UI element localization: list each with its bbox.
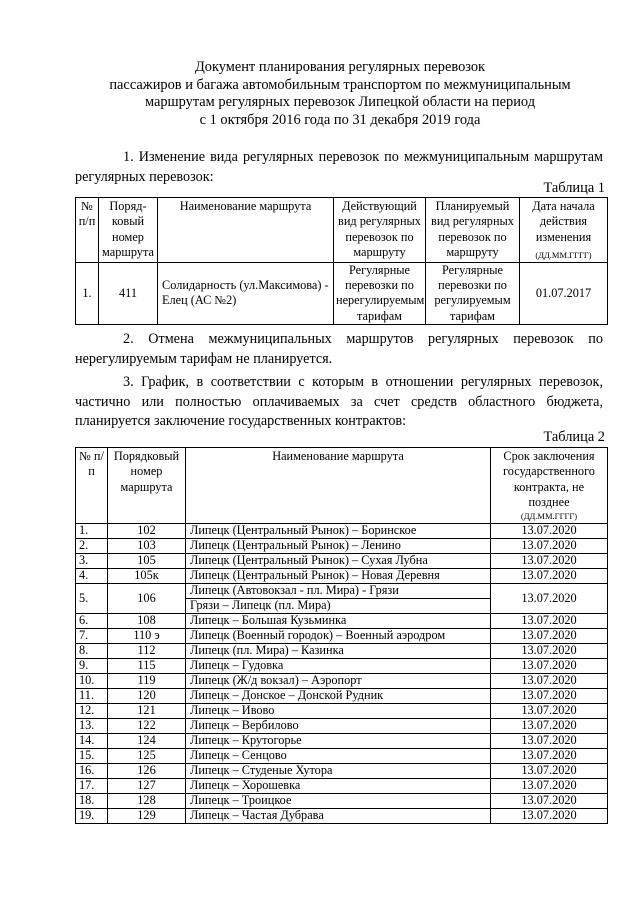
t2-cell-date: 13.07.2020 [491,734,608,749]
t2-cell-num: 2. [76,539,108,554]
t2-cell-order: 122 [108,719,186,734]
table-1-header-row [76,198,608,263]
t2-header-name: Наименование маршрута [186,448,491,524]
t2-cell-name: Грязи – Липецк (пл. Мира) [186,599,491,614]
t2-cell-order: 115 [108,659,186,674]
t2-cell-order: 125 [108,749,186,764]
table-row [76,749,608,764]
t2-cell-order: 103 [108,539,186,554]
t2-cell-name: Липецк – Гудовка [186,659,491,674]
t2-cell-name: Липецк – Донское – Донской Рудник [186,689,491,704]
t2-cell-date: 13.07.2020 [491,614,608,629]
t2-cell-num: 15. [76,749,108,764]
t2-cell-name: Липецк – Сенцово [186,749,491,764]
table-row [76,644,608,659]
t2-header-deadline [491,448,608,524]
t2-cell-num: 3. [76,554,108,569]
title-line: пассажиров и багажа автомобильным транспортом по межмуниципальным [109,76,571,93]
t2-cell-name: Липецк – Крутогорье [186,734,491,749]
t2-cell-name: Липецк – Вербилово [186,719,491,734]
table-row [76,719,608,734]
t2-header-num: № п/п [76,448,108,524]
t2-cell-num: 14. [76,734,108,749]
t2-cell-num: 8. [76,644,108,659]
t1-cell-num: 1. [76,262,99,324]
t2-cell-date: 13.07.2020 [491,794,608,809]
t2-cell-num: 1. [76,524,108,539]
t2-cell-num: 4. [76,569,108,584]
table-row [76,629,608,644]
t2-cell-order: 124 [108,734,186,749]
t2-header-order: Порядковый номер маршрута [108,448,186,524]
table-row [76,584,608,599]
t2-cell-num: 7. [76,629,108,644]
t2-cell-name: Липецк – Частая Дубрава [186,809,491,824]
t1-header-name: Наименование маршрута [158,198,334,263]
t1-cell-name: Солидарность (ул.Максимова) - Елец (АС №2) [158,262,334,324]
t2-cell-order: 112 [108,644,186,659]
table-row [76,262,608,324]
t2-cell-name: Липецк (Ж/д вокзал) – Аэропорт [186,674,491,689]
table-row [76,704,608,719]
section-2-text [75,330,603,369]
t2-cell-date: 13.07.2020 [491,704,608,719]
table-2 [75,447,608,824]
table-row [76,524,608,539]
title-line: Документ планирования регулярных перевозок [194,59,486,75]
section-1-sentence: 1. Изменение вида регулярных перевозок по межмуниципальным маршрутам регулярных перевозок: [75,149,603,185]
t2-cell-name: Липецк (Центральный Рынок) – Боринское [186,524,491,539]
title-line: с 1 октября 2016 года по 31 декабря 2019 года [199,111,481,128]
t2-cell-date: 13.07.2020 [491,779,608,794]
t2-cell-order: 105к [108,569,186,584]
t2-cell-date: 13.07.2020 [491,584,608,614]
t2-cell-order: 126 [108,764,186,779]
t2-cell-order: 108 [108,614,186,629]
t2-cell-order: 105 [108,554,186,569]
t2-cell-order: 127 [108,779,186,794]
t2-cell-name: Липецк – Ивово [186,704,491,719]
t1-header-current: Действующий вид регулярных перевозок по маршруту [334,198,426,263]
t2-cell-num: 13. [76,719,108,734]
table-row [76,689,608,704]
t2-cell-num: 16. [76,764,108,779]
t2-cell-order: 110 э [108,629,186,644]
t2-cell-name: Липецк – Студеные Хутора [186,764,491,779]
t2-cell-name: Липецк (Центральный Рынок) – Новая Деревня [186,569,491,584]
t2-cell-num: 9. [76,659,108,674]
table-row [76,809,608,824]
t2-cell-date: 13.07.2020 [491,674,608,689]
table-2-header-row [76,448,608,524]
t2-cell-order: 128 [108,794,186,809]
t1-cell-current: Регулярные перевозки по нерегулируемым тарифам [334,262,426,324]
t2-cell-date: 13.07.2020 [491,749,608,764]
t2-cell-date: 13.07.2020 [491,524,608,539]
t2-cell-date: 13.07.2020 [491,764,608,779]
table-row [76,779,608,794]
t2-cell-date: 13.07.2020 [491,809,608,824]
t2-cell-date: 13.07.2020 [491,719,608,734]
t2-cell-order: 119 [108,674,186,689]
table-row [76,539,608,554]
t1-header-date-label: Дата начала действия изменения [532,199,595,244]
t2-cell-name: Липецк (Военный городок) – Военный аэродром [186,629,491,644]
t2-cell-date: 13.07.2020 [491,659,608,674]
table-row [76,569,608,584]
t2-cell-name: Липецк (пл. Мира) – Казинка [186,644,491,659]
table-row [76,659,608,674]
t2-cell-date: 13.07.2020 [491,539,608,554]
t2-cell-name: Липецк (Центральный Рынок) – Ленино [186,539,491,554]
table-2-caption: Таблица 2 [543,429,605,445]
section-3-text [75,373,603,432]
title-line: маршрутам регулярных перевозок Липецкой области на период [144,94,536,110]
section-3-sentence: 3. График, в соответствии с которым в отношении регулярных перевозок, частично или полностью оплачиваемых за счет средств областного бюджета, планируется заключение государственных контрактов: [75,374,603,429]
t1-cell-date: 01.07.2017 [520,262,608,324]
section-2-sentence: 2. Отмена межмуниципальных маршрутов регулярных перевозок по нерегулируемым тарифам не планируется. [75,331,603,367]
t1-cell-order: 411 [99,262,158,324]
t1-header-num: № п/п [76,198,99,263]
t2-cell-num: 19. [76,809,108,824]
table-1-caption: Таблица 1 [543,180,605,196]
t2-cell-num: 18. [76,794,108,809]
table-row [76,614,608,629]
t2-cell-order: 102 [108,524,186,539]
t2-cell-date: 13.07.2020 [491,644,608,659]
t1-header-date-format: (ДД.ММ.ГГГГ) [535,249,592,260]
table-2-body [76,524,608,824]
document-title [60,59,620,129]
table-row [76,554,608,569]
table-row [76,734,608,749]
t2-cell-order: 106 [108,584,186,614]
t2-cell-name: Липецк (Автовокзал - пл. Мира) - Грязи [186,584,491,599]
t2-cell-num: 11. [76,689,108,704]
t2-cell-date: 13.07.2020 [491,554,608,569]
table-1 [75,197,608,325]
t2-cell-date: 13.07.2020 [491,629,608,644]
t1-cell-planned: Регулярные перевозки по регулируемым тарифам [426,262,520,324]
table-row [76,764,608,779]
t2-cell-name: Липецк – Троицкое [186,794,491,809]
t2-cell-date: 13.07.2020 [491,689,608,704]
t2-cell-name: Липецк – Большая Кузьминка [186,614,491,629]
table-row [76,674,608,689]
t2-cell-order: 120 [108,689,186,704]
t1-header-order: Поряд-ковый номер маршрута [99,198,158,263]
t2-cell-date: 13.07.2020 [491,569,608,584]
t2-cell-name: Липецк (Центральный Рынок) – Сухая Лубна [186,554,491,569]
t1-header-date [520,198,608,263]
t2-cell-num: 12. [76,704,108,719]
t2-cell-num: 17. [76,779,108,794]
section-1-text [75,148,603,187]
t2-cell-num: 10. [76,674,108,689]
table-row [76,794,608,809]
t2-cell-order: 121 [108,704,186,719]
t2-cell-name: Липецк – Хорошевка [186,779,491,794]
t2-header-deadline-format: (ДД.ММ.ГГГГ) [520,511,578,522]
t2-header-deadline-label: Срок заключения государственного контракта, не позднее [503,449,595,509]
t2-cell-num: 6. [76,614,108,629]
t2-cell-order: 129 [108,809,186,824]
t1-header-planned: Планируемый вид регулярных перевозок по маршруту [426,198,520,263]
t2-cell-num: 5. [76,584,108,614]
